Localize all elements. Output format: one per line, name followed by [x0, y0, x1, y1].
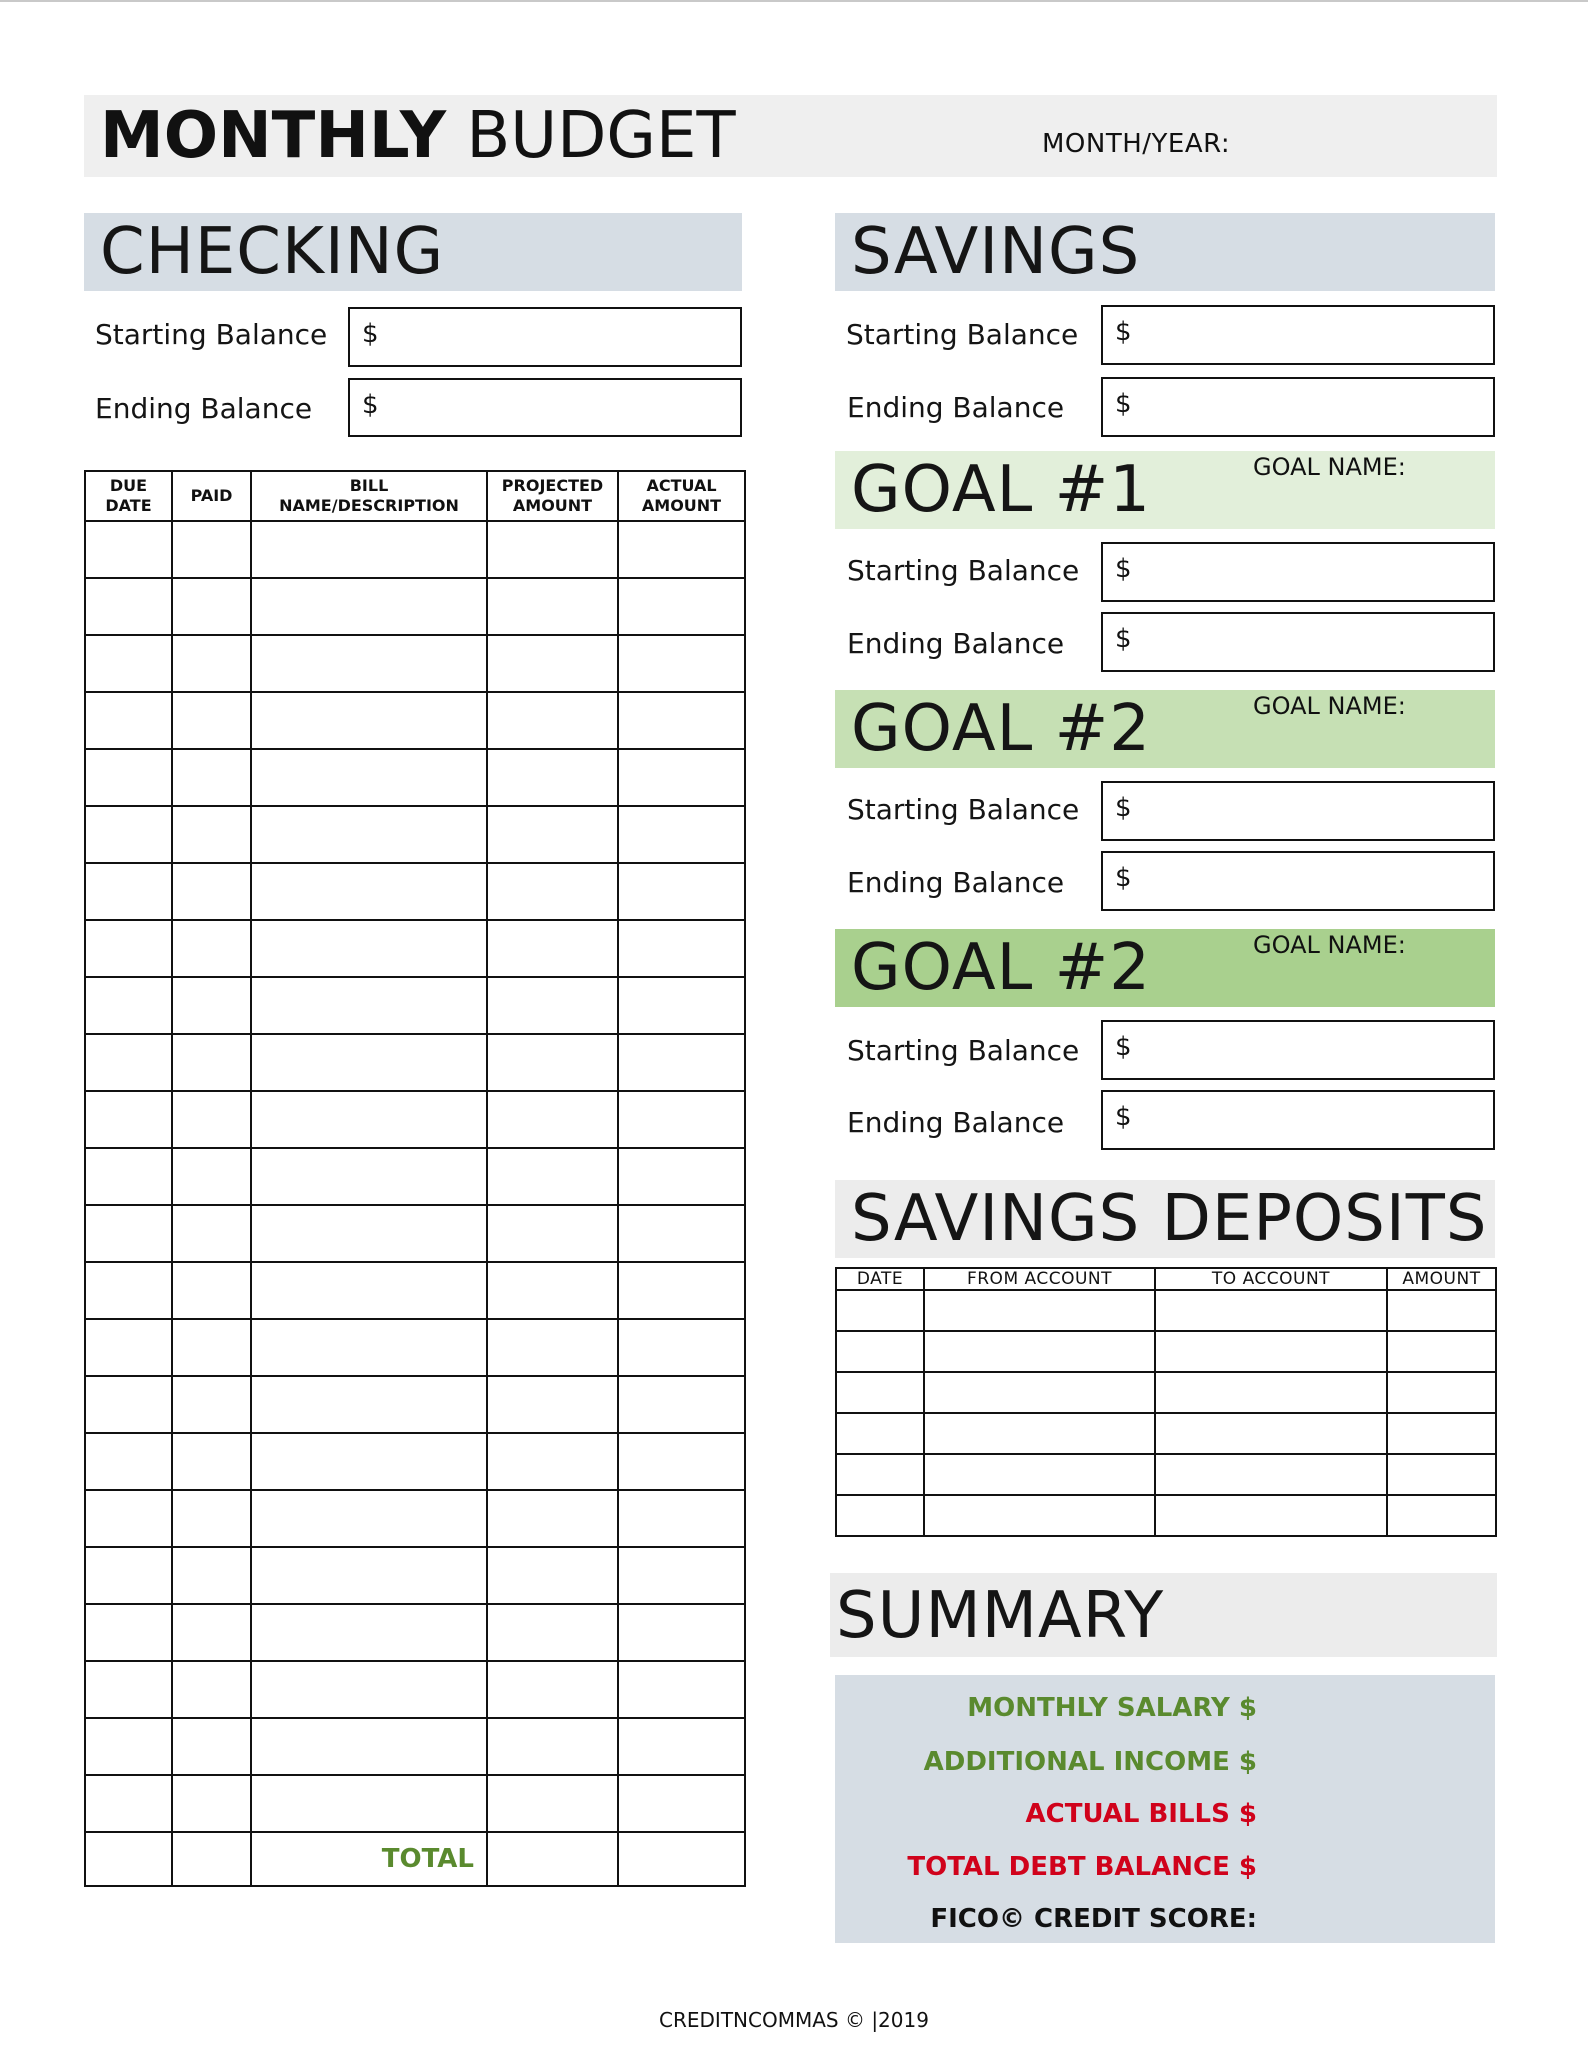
currency-sign: $ — [1115, 317, 1132, 347]
bill-cell[interactable] — [172, 1433, 251, 1490]
bill-row — [85, 578, 745, 635]
month-year-label: MONTH/YEAR: — [1042, 129, 1231, 159]
goal-2-starting-label: Starting Balance — [847, 793, 1080, 826]
bill-cell[interactable] — [172, 635, 251, 692]
title-bold: MONTHLY — [100, 99, 447, 173]
bill-cell[interactable] — [487, 863, 618, 920]
bills-table — [84, 470, 746, 1887]
bill-cell[interactable] — [251, 1775, 487, 1832]
bill-cell[interactable] — [251, 635, 487, 692]
bill-row — [85, 863, 745, 920]
bill-cell[interactable] — [618, 749, 745, 806]
bill-row — [85, 920, 745, 977]
bill-cell[interactable] — [85, 1205, 172, 1262]
savings-starting-label: Starting Balance — [846, 318, 1079, 351]
bill-row — [85, 1775, 745, 1832]
bill-cell[interactable] — [172, 1832, 251, 1886]
bill-cell[interactable] — [172, 749, 251, 806]
deposit-cell[interactable] — [1387, 1413, 1496, 1454]
deposit-cell[interactable] — [1387, 1454, 1496, 1495]
deposit-cell[interactable] — [924, 1454, 1155, 1495]
bill-row — [85, 749, 745, 806]
currency-sign: $ — [362, 319, 379, 349]
currency-sign: $ — [1115, 554, 1132, 584]
page-title — [100, 101, 736, 171]
currency-sign: $ — [1115, 1102, 1132, 1132]
bill-cell[interactable] — [618, 977, 745, 1034]
bill-cell[interactable] — [618, 692, 745, 749]
bill-cell[interactable] — [85, 1547, 172, 1604]
bill-cell[interactable] — [172, 692, 251, 749]
deposit-cell[interactable] — [1155, 1495, 1387, 1536]
bill-cell[interactable] — [251, 1091, 487, 1148]
goal-3-name-label: GOAL NAME: — [1253, 931, 1406, 959]
bill-cell[interactable] — [487, 578, 618, 635]
bill-cell[interactable] — [618, 1319, 745, 1376]
deposit-row — [836, 1331, 1496, 1372]
bill-cell[interactable] — [85, 1148, 172, 1205]
bill-cell[interactable] — [251, 1490, 487, 1547]
bill-row — [85, 1091, 745, 1148]
bill-row — [85, 1376, 745, 1433]
bill-cell[interactable] — [85, 920, 172, 977]
bill-cell[interactable] — [172, 1661, 251, 1718]
bill-cell[interactable] — [618, 863, 745, 920]
bill-cell[interactable] — [618, 1034, 745, 1091]
summary-title: SUMMARY — [836, 1579, 1165, 1653]
bill-cell[interactable] — [618, 1832, 745, 1886]
bill-cell[interactable] — [251, 1262, 487, 1319]
goal-1-title: GOAL #1 — [851, 453, 1151, 527]
bill-cell[interactable] — [85, 749, 172, 806]
deposits-table — [835, 1267, 1497, 1537]
bill-cell[interactable] — [618, 521, 745, 578]
savings-title: SAVINGS — [851, 215, 1141, 289]
deposit-row — [836, 1290, 1496, 1331]
bill-row — [85, 977, 745, 1034]
bill-cell[interactable] — [85, 692, 172, 749]
bill-cell[interactable] — [85, 578, 172, 635]
header-due-date: DUE DATE — [85, 471, 172, 521]
deposit-cell[interactable] — [924, 1495, 1155, 1536]
bill-cell[interactable] — [487, 1490, 618, 1547]
deposit-cell[interactable] — [924, 1372, 1155, 1413]
deposits-header — [835, 1180, 1495, 1258]
header-actual-amount: ACTUAL AMOUNT — [618, 471, 745, 521]
bill-cell[interactable] — [251, 578, 487, 635]
goal-1-ending-label: Ending Balance — [847, 627, 1065, 660]
bill-cell[interactable] — [487, 635, 618, 692]
bill-cell[interactable] — [618, 1091, 745, 1148]
bill-row — [85, 692, 745, 749]
goal-2-header — [835, 690, 1495, 768]
bill-cell[interactable] — [251, 1547, 487, 1604]
bill-row — [85, 1718, 745, 1775]
bill-cell[interactable] — [251, 692, 487, 749]
savings-starting-field[interactable] — [1101, 305, 1495, 365]
bill-row — [85, 1205, 745, 1262]
bill-cell[interactable] — [172, 1148, 251, 1205]
bill-row — [85, 806, 745, 863]
deposit-cell[interactable] — [836, 1495, 924, 1536]
bill-cell[interactable] — [172, 863, 251, 920]
checking-title: CHECKING — [100, 215, 445, 289]
bill-cell[interactable] — [172, 806, 251, 863]
bill-row — [85, 1034, 745, 1091]
bill-cell[interactable] — [618, 806, 745, 863]
checking-starting-label: Starting Balance — [95, 318, 328, 351]
deposit-cell[interactable] — [836, 1372, 924, 1413]
deposit-cell[interactable] — [1387, 1372, 1496, 1413]
bill-cell[interactable] — [618, 1718, 745, 1775]
bill-cell[interactable] — [85, 1091, 172, 1148]
goal-3-header — [835, 929, 1495, 1007]
bill-cell[interactable] — [618, 1148, 745, 1205]
header-projected-amount: PROJECTED AMOUNT — [487, 471, 618, 521]
actual-bills-label: ACTUAL BILLS $ — [1025, 1799, 1257, 1829]
deposit-cell[interactable] — [1155, 1372, 1387, 1413]
bill-cell[interactable] — [85, 1034, 172, 1091]
bill-cell[interactable] — [251, 863, 487, 920]
bill-cell[interactable] — [487, 1091, 618, 1148]
additional-income-label: ADDITIONAL INCOME $ — [923, 1747, 1257, 1777]
bills-header-row — [85, 471, 745, 521]
bill-cell[interactable] — [487, 977, 618, 1034]
title-light: BUDGET — [466, 99, 736, 173]
bill-cell[interactable] — [172, 920, 251, 977]
goal-1-starting-label: Starting Balance — [847, 554, 1080, 587]
bill-cell[interactable] — [618, 1490, 745, 1547]
bill-cell[interactable] — [85, 1661, 172, 1718]
bill-cell[interactable] — [85, 1832, 172, 1886]
goal-3-ending-label: Ending Balance — [847, 1106, 1065, 1139]
bill-cell[interactable] — [85, 977, 172, 1034]
bill-cell[interactable] — [487, 1148, 618, 1205]
deposit-row — [836, 1413, 1496, 1454]
bill-cell[interactable] — [85, 1433, 172, 1490]
bill-cell[interactable] — [251, 977, 487, 1034]
bill-cell[interactable] — [487, 920, 618, 977]
deposit-cell[interactable] — [924, 1331, 1155, 1372]
bill-cell[interactable] — [487, 1832, 618, 1886]
bill-cell[interactable] — [251, 749, 487, 806]
deposit-cell[interactable] — [1155, 1290, 1387, 1331]
currency-sign: $ — [1115, 624, 1132, 654]
deposit-cell[interactable] — [924, 1290, 1155, 1331]
bill-cell[interactable] — [85, 635, 172, 692]
bill-cell[interactable] — [487, 1262, 618, 1319]
goal-2-ending-label: Ending Balance — [847, 866, 1065, 899]
total-debt-label: TOTAL DEBT BALANCE $ — [907, 1852, 1257, 1882]
savings-ending-field[interactable] — [1101, 377, 1495, 437]
checking-header — [84, 213, 742, 291]
goal-2-title: GOAL #2 — [851, 692, 1151, 766]
deposit-row — [836, 1372, 1496, 1413]
bill-cell[interactable] — [618, 920, 745, 977]
bill-row — [85, 1319, 745, 1376]
bill-row — [85, 635, 745, 692]
goal-1-name-label: GOAL NAME: — [1253, 453, 1406, 481]
bill-cell[interactable] — [251, 1604, 487, 1661]
deposit-row — [836, 1495, 1496, 1536]
header-paid: PAID — [172, 471, 251, 521]
bill-row — [85, 1262, 745, 1319]
bill-cell[interactable] — [487, 1604, 618, 1661]
bill-cell[interactable] — [172, 1319, 251, 1376]
bill-cell[interactable] — [172, 1262, 251, 1319]
bill-cell[interactable] — [251, 1034, 487, 1091]
goal-3-ending-field[interactable] — [1101, 1090, 1495, 1150]
bill-cell[interactable] — [487, 1661, 618, 1718]
bill-row — [85, 1490, 745, 1547]
bill-cell[interactable] — [487, 1775, 618, 1832]
bill-cell[interactable] — [618, 1547, 745, 1604]
summary-box — [835, 1675, 1495, 1943]
goal-2-name-label: GOAL NAME: — [1253, 692, 1406, 720]
bill-cell[interactable] — [172, 1034, 251, 1091]
bill-cell[interactable] — [487, 1547, 618, 1604]
deposits-header-row — [836, 1268, 1496, 1290]
bill-cell[interactable] — [172, 578, 251, 635]
goal-1-ending-field[interactable] — [1101, 612, 1495, 672]
header-bill-name: BILL NAME/DESCRIPTION — [251, 471, 487, 521]
currency-sign: $ — [1115, 863, 1132, 893]
deposit-cell[interactable] — [1387, 1290, 1496, 1331]
goal-2-starting-field[interactable] — [1101, 781, 1495, 841]
checking-starting-field[interactable] — [348, 307, 742, 367]
bill-cell[interactable] — [172, 1205, 251, 1262]
deposits-title: SAVINGS DEPOSITS — [851, 1182, 1488, 1256]
bill-row — [85, 1547, 745, 1604]
bill-cell[interactable] — [251, 1205, 487, 1262]
bill-cell[interactable] — [487, 1034, 618, 1091]
bill-cell[interactable] — [251, 1148, 487, 1205]
bill-cell[interactable] — [618, 1661, 745, 1718]
goal-3-title: GOAL #2 — [851, 931, 1151, 1005]
bill-cell[interactable] — [85, 1319, 172, 1376]
bill-cell[interactable] — [85, 1490, 172, 1547]
checking-ending-label: Ending Balance — [95, 392, 313, 425]
bill-row — [85, 521, 745, 578]
goal-1-header — [835, 451, 1495, 529]
bill-cell[interactable] — [487, 1205, 618, 1262]
bill-cell[interactable] — [251, 1319, 487, 1376]
deposit-cell[interactable] — [1155, 1454, 1387, 1495]
bill-cell[interactable] — [618, 1262, 745, 1319]
bill-cell[interactable] — [85, 1775, 172, 1832]
goal-3-starting-label: Starting Balance — [847, 1034, 1080, 1067]
summary-header — [830, 1573, 1497, 1657]
header-to-account: TO ACCOUNT — [1155, 1268, 1387, 1290]
deposit-cell[interactable] — [836, 1290, 924, 1331]
bill-cell[interactable] — [172, 1091, 251, 1148]
bill-cell[interactable] — [172, 1547, 251, 1604]
fico-score-label: FICO© CREDIT SCORE: — [930, 1904, 1257, 1934]
deposit-cell[interactable] — [836, 1454, 924, 1495]
footer-copyright: CREDITNCOMMAS © |2019 — [659, 2008, 929, 2032]
bill-cell[interactable] — [487, 521, 618, 578]
bill-cell[interactable] — [618, 1604, 745, 1661]
bill-cell[interactable] — [251, 1661, 487, 1718]
currency-sign: $ — [1115, 389, 1132, 419]
savings-header — [835, 213, 1495, 291]
header-from-account: FROM ACCOUNT — [924, 1268, 1155, 1290]
savings-ending-label: Ending Balance — [847, 391, 1065, 424]
bill-cell[interactable] — [172, 1775, 251, 1832]
bill-cell[interactable] — [487, 1376, 618, 1433]
deposit-cell[interactable] — [1155, 1331, 1387, 1372]
bills-total-row — [85, 1832, 745, 1886]
deposit-cell[interactable] — [836, 1331, 924, 1372]
bill-row — [85, 1433, 745, 1490]
bill-cell[interactable] — [251, 806, 487, 863]
bill-cell[interactable] — [251, 521, 487, 578]
header-date: DATE — [836, 1268, 924, 1290]
currency-sign: $ — [362, 390, 379, 420]
bill-cell[interactable] — [487, 806, 618, 863]
bill-cell[interactable] — [172, 1376, 251, 1433]
bill-cell[interactable] — [85, 863, 172, 920]
bill-cell[interactable] — [618, 578, 745, 635]
bill-cell[interactable] — [172, 521, 251, 578]
bill-cell[interactable] — [85, 521, 172, 578]
bill-cell[interactable] — [251, 1376, 487, 1433]
deposit-row — [836, 1454, 1496, 1495]
checking-ending-field[interactable] — [348, 378, 742, 437]
bill-cell[interactable] — [618, 1205, 745, 1262]
bill-cell[interactable] — [172, 1604, 251, 1661]
deposit-cell[interactable] — [1387, 1331, 1496, 1372]
bill-cell[interactable] — [85, 1604, 172, 1661]
goal-1-starting-field[interactable] — [1101, 542, 1495, 602]
deposit-cell[interactable] — [924, 1413, 1155, 1454]
deposit-cell[interactable] — [1155, 1413, 1387, 1454]
bill-cell[interactable] — [251, 920, 487, 977]
currency-sign: $ — [1115, 1032, 1132, 1062]
bill-cell[interactable] — [172, 1490, 251, 1547]
bill-cell[interactable] — [251, 1718, 487, 1775]
deposit-cell[interactable] — [1387, 1495, 1496, 1536]
bill-cell[interactable] — [251, 1433, 487, 1490]
top-border — [0, 0, 1588, 2]
bill-row — [85, 1661, 745, 1718]
goal-2-ending-field[interactable] — [1101, 851, 1495, 911]
deposit-cell[interactable] — [836, 1413, 924, 1454]
bills-total-label: TOTAL — [251, 1832, 487, 1886]
bill-cell[interactable] — [85, 1376, 172, 1433]
goal-3-starting-field[interactable] — [1101, 1020, 1495, 1080]
header-amount: AMOUNT — [1387, 1268, 1496, 1290]
bill-cell[interactable] — [85, 806, 172, 863]
bill-cell[interactable] — [487, 692, 618, 749]
bill-cell[interactable] — [618, 1433, 745, 1490]
bill-cell[interactable] — [487, 749, 618, 806]
bill-cell[interactable] — [618, 635, 745, 692]
bill-cell[interactable] — [487, 1319, 618, 1376]
bill-cell[interactable] — [172, 977, 251, 1034]
bill-cell[interactable] — [487, 1433, 618, 1490]
bill-cell[interactable] — [85, 1262, 172, 1319]
bill-row — [85, 1604, 745, 1661]
bill-cell[interactable] — [85, 1718, 172, 1775]
bill-cell[interactable] — [487, 1718, 618, 1775]
bill-cell[interactable] — [618, 1775, 745, 1832]
bill-row — [85, 1148, 745, 1205]
currency-sign: $ — [1115, 793, 1132, 823]
bill-cell[interactable] — [172, 1718, 251, 1775]
bill-cell[interactable] — [618, 1376, 745, 1433]
monthly-salary-label: MONTHLY SALARY $ — [967, 1693, 1257, 1723]
page-header — [84, 95, 1497, 177]
